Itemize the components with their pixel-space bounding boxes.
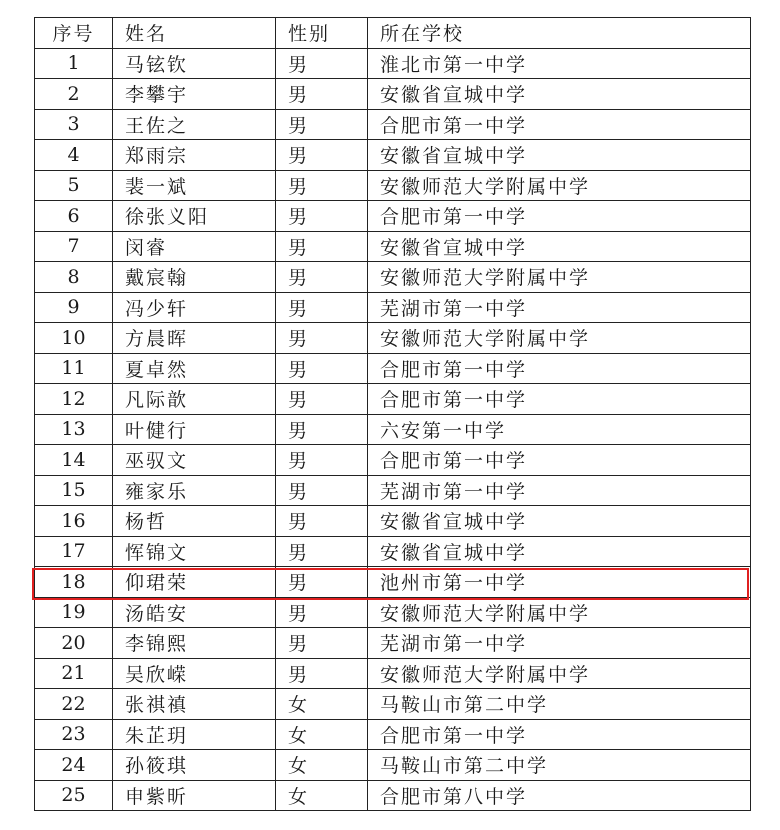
- cell-gender: 女: [276, 780, 368, 811]
- cell-gender: 男: [276, 567, 368, 598]
- cell-gender: 女: [276, 719, 368, 750]
- table-row: [35, 262, 751, 293]
- cell-number: 20: [35, 628, 113, 659]
- cell-gender: 男: [276, 658, 368, 689]
- table-row: [35, 536, 751, 567]
- table-row: [35, 597, 751, 628]
- cell-gender: 男: [276, 109, 368, 140]
- cell-school: 合肥市第一中学: [368, 445, 751, 476]
- cell-school: 安徽省宣城中学: [368, 231, 751, 262]
- cell-number: 15: [35, 475, 113, 506]
- table-row: [35, 750, 751, 781]
- table-row: [35, 140, 751, 171]
- table-row: [35, 384, 751, 415]
- cell-number: 22: [35, 689, 113, 720]
- table-row: [35, 323, 751, 354]
- cell-name: 吴欣嵘: [113, 658, 276, 689]
- cell-school: 安徽师范大学附属中学: [368, 658, 751, 689]
- table-row: [35, 292, 751, 323]
- cell-gender: 男: [276, 140, 368, 171]
- cell-gender: 女: [276, 689, 368, 720]
- table-row: [35, 201, 751, 232]
- cell-number: 6: [35, 201, 113, 232]
- cell-number: 7: [35, 231, 113, 262]
- cell-name: 恽锦文: [113, 536, 276, 567]
- cell-school: 安徽省宣城中学: [368, 506, 751, 537]
- cell-gender: 男: [276, 79, 368, 110]
- table-row: [35, 719, 751, 750]
- table-row: [35, 689, 751, 720]
- table-row: [35, 414, 751, 445]
- cell-school: 安徽师范大学附属中学: [368, 170, 751, 201]
- cell-school: 安徽省宣城中学: [368, 536, 751, 567]
- cell-number: 23: [35, 719, 113, 750]
- cell-gender: 男: [276, 384, 368, 415]
- cell-name: 王佐之: [113, 109, 276, 140]
- table-body: [35, 48, 751, 811]
- cell-number: 16: [35, 506, 113, 537]
- cell-number: 12: [35, 384, 113, 415]
- cell-school: 马鞍山市第二中学: [368, 689, 751, 720]
- cell-number: 14: [35, 445, 113, 476]
- table-row: [35, 109, 751, 140]
- cell-name: 汤皓安: [113, 597, 276, 628]
- cell-name: 叶健行: [113, 414, 276, 445]
- cell-gender: 男: [276, 201, 368, 232]
- cell-number: 5: [35, 170, 113, 201]
- table-header-row: [35, 18, 751, 49]
- table-row: [35, 231, 751, 262]
- cell-name: 戴宸翰: [113, 262, 276, 293]
- cell-number: 2: [35, 79, 113, 110]
- cell-school: 安徽省宣城中学: [368, 79, 751, 110]
- cell-number: 4: [35, 140, 113, 171]
- cell-school: 安徽省宣城中学: [368, 140, 751, 171]
- cell-gender: 男: [276, 48, 368, 79]
- cell-gender: 男: [276, 262, 368, 293]
- table-row: [35, 567, 751, 598]
- cell-gender: 男: [276, 231, 368, 262]
- cell-gender: 男: [276, 506, 368, 537]
- cell-school: 芜湖市第一中学: [368, 475, 751, 506]
- cell-school: 合肥市第一中学: [368, 384, 751, 415]
- cell-number: 9: [35, 292, 113, 323]
- cell-school: 安徽师范大学附属中学: [368, 323, 751, 354]
- cell-number: 10: [35, 323, 113, 354]
- cell-school: 合肥市第八中学: [368, 780, 751, 811]
- cell-number: 18: [35, 567, 113, 598]
- cell-name: 方晨晖: [113, 323, 276, 354]
- cell-name: 杨哲: [113, 506, 276, 537]
- cell-number: 8: [35, 262, 113, 293]
- cell-name: 申紫昕: [113, 780, 276, 811]
- cell-gender: 男: [276, 597, 368, 628]
- cell-gender: 男: [276, 536, 368, 567]
- cell-school: 合肥市第一中学: [368, 719, 751, 750]
- cell-name: 朱芷玥: [113, 719, 276, 750]
- cell-name: 孙筱琪: [113, 750, 276, 781]
- table-row: [35, 658, 751, 689]
- cell-school: 合肥市第一中学: [368, 353, 751, 384]
- cell-name: 马铉钦: [113, 48, 276, 79]
- cell-number: 19: [35, 597, 113, 628]
- cell-school: 淮北市第一中学: [368, 48, 751, 79]
- cell-name: 凡际歆: [113, 384, 276, 415]
- cell-name: 裴一斌: [113, 170, 276, 201]
- header-school: 所在学校: [368, 18, 751, 49]
- student-roster-table: [34, 17, 751, 811]
- cell-name: 仰珺荣: [113, 567, 276, 598]
- cell-name: 徐张义阳: [113, 201, 276, 232]
- table-row: [35, 170, 751, 201]
- cell-number: 24: [35, 750, 113, 781]
- cell-gender: 男: [276, 445, 368, 476]
- cell-gender: 女: [276, 750, 368, 781]
- cell-school: 六安第一中学: [368, 414, 751, 445]
- cell-school: 安徽师范大学附属中学: [368, 262, 751, 293]
- cell-name: 冯少轩: [113, 292, 276, 323]
- cell-school: 芜湖市第一中学: [368, 628, 751, 659]
- cell-gender: 男: [276, 414, 368, 445]
- cell-number: 3: [35, 109, 113, 140]
- cell-school: 池州市第一中学: [368, 567, 751, 598]
- table-row: [35, 445, 751, 476]
- header-gender: 性别: [276, 18, 368, 49]
- cell-name: 闵睿: [113, 231, 276, 262]
- table-row: [35, 353, 751, 384]
- cell-name: 巫驭文: [113, 445, 276, 476]
- cell-name: 张祺禛: [113, 689, 276, 720]
- cell-number: 25: [35, 780, 113, 811]
- cell-gender: 男: [276, 353, 368, 384]
- cell-gender: 男: [276, 628, 368, 659]
- cell-gender: 男: [276, 475, 368, 506]
- cell-name: 李锦熙: [113, 628, 276, 659]
- cell-gender: 男: [276, 323, 368, 354]
- cell-name: 李攀宇: [113, 79, 276, 110]
- table-row: [35, 628, 751, 659]
- cell-name: 郑雨宗: [113, 140, 276, 171]
- table-row: [35, 475, 751, 506]
- header-name: 姓名: [113, 18, 276, 49]
- cell-school: 安徽师范大学附属中学: [368, 597, 751, 628]
- table-row: [35, 780, 751, 811]
- table-row: [35, 48, 751, 79]
- header-number: 序号: [35, 18, 113, 49]
- cell-number: 1: [35, 48, 113, 79]
- cell-school: 马鞍山市第二中学: [368, 750, 751, 781]
- cell-gender: 男: [276, 292, 368, 323]
- cell-school: 芜湖市第一中学: [368, 292, 751, 323]
- cell-number: 17: [35, 536, 113, 567]
- cell-school: 合肥市第一中学: [368, 109, 751, 140]
- cell-number: 11: [35, 353, 113, 384]
- cell-number: 13: [35, 414, 113, 445]
- table-row: [35, 506, 751, 537]
- cell-school: 合肥市第一中学: [368, 201, 751, 232]
- cell-gender: 男: [276, 170, 368, 201]
- table-row: [35, 79, 751, 110]
- cell-name: 雍家乐: [113, 475, 276, 506]
- cell-number: 21: [35, 658, 113, 689]
- cell-name: 夏卓然: [113, 353, 276, 384]
